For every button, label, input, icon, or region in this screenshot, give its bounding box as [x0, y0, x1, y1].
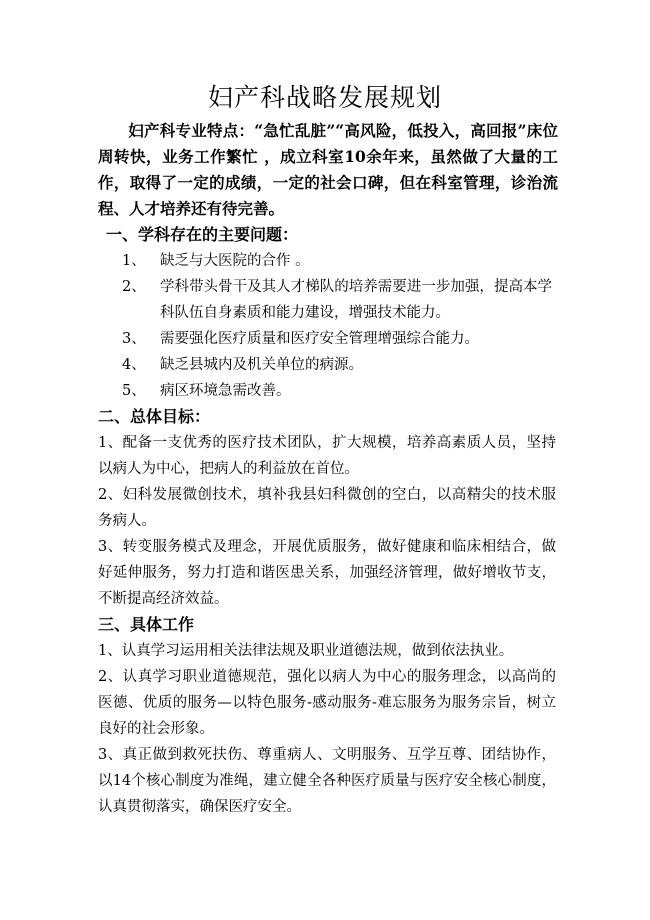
item-number: 1、: [122, 253, 146, 269]
item-text: 病区环境急需改善。: [160, 383, 291, 399]
item-number: 3、: [122, 331, 146, 347]
section2-paragraph-3: 3、转变服务模式及理念，开展优质服务，做好健康和临床相结合，做好延伸服务，努力打造和谐医患关系，加强经济管理，做好增收节支，不断提高经济效益。: [98, 539, 556, 607]
item-text: 需要强化医疗质量和医疗安全管理增强综合能力。: [160, 331, 479, 347]
intro-text: 妇产科专业特点：“急忙乱脏”“高风险，低投入，高回报”床位周转快，业务工作繁忙 ，成立科室10余年来，虽然做了大量的工作，取得了一定的成绩，一定的社会口碑，但在科室管理，诊治流程、人才培养还有待完善。: [98, 121, 558, 218]
item-text: 缺乏县城内及机关单位的病源。: [160, 357, 363, 373]
item-text: 学科带头骨干及其人才梯队的培养需要进一步加强，提高本学科队伍自身素质和能力建设，增强技术能力。: [160, 279, 552, 321]
section2-heading: 二、总体目标：: [98, 407, 211, 426]
section3-heading: 三、具体工作: [98, 615, 195, 634]
item-number: 5、: [122, 383, 146, 399]
item-number: 4、: [122, 357, 146, 373]
section3-paragraph-2: 2、认真学习职业道德规范，强化以病人为中心的服务理念，以高尚的医德、优质的服务—以特色服务-感动服务-难忘服务为服务宗旨，树立良好的社会形象。: [98, 669, 556, 737]
item-text: 缺乏与大医院的合作 。: [160, 253, 310, 269]
section3-paragraph-1: 1、认真学习运用相关法律法规及职业道德法规，做到依法执业。: [98, 643, 514, 659]
section2-paragraph-1: 1、配备一支优秀的医疗技术团队，扩大规模，培养高素质人员，坚持以病人为中心，把病人的利益放在首位。: [98, 435, 556, 477]
section3-paragraph-3: 3、真正做到救死扶伤、尊重病人、文明服务、互学互尊、团结协作，以14个核心制度为准绳，建立健全各种医疗质量与医疗安全核心制度，认真贯彻落实，确保医疗安全。: [98, 747, 556, 815]
intro-paragraph: [98, 118, 558, 222]
document-title: 妇产科战略发展规划: [207, 83, 442, 112]
section1-heading: 一、学科存在的主要问题：: [106, 225, 299, 244]
section2-paragraph-2: 2、妇科发展微创技术，填补我县妇科微创的空白，以高精尖的技术服务病人。: [98, 487, 556, 529]
item-number: 2、: [122, 279, 146, 295]
